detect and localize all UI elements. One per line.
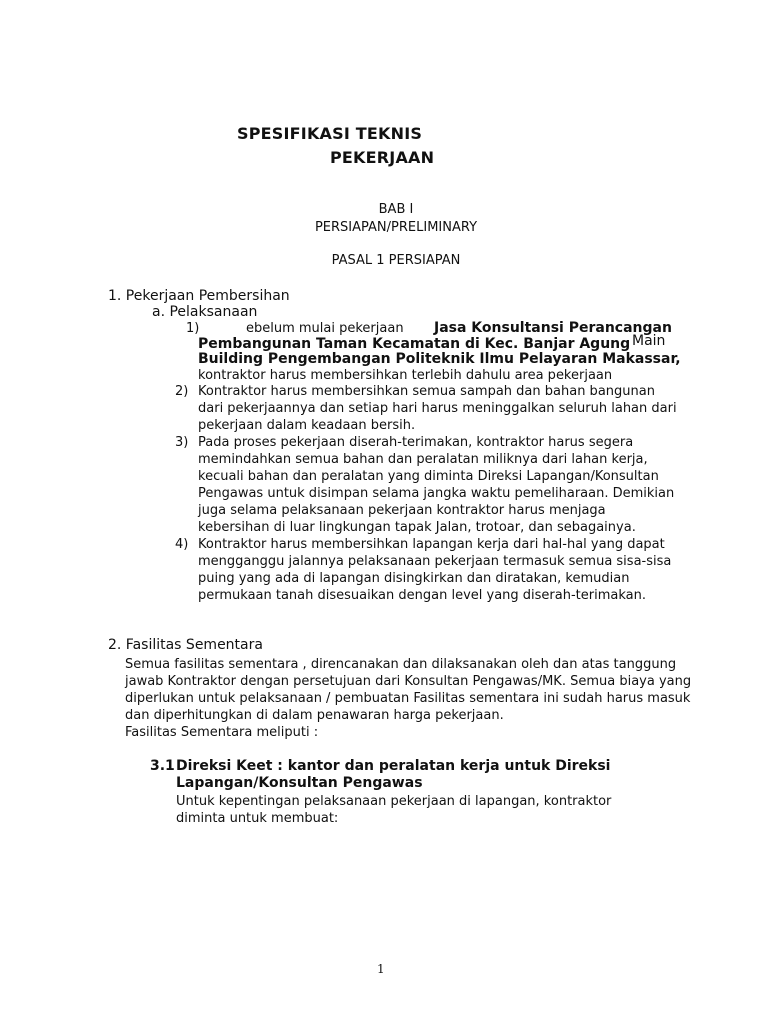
section-1a-heading: a. Pelaksanaan — [152, 304, 258, 320]
subsection-3-1-text: diminta untuk membuat: — [176, 811, 339, 826]
page-number: 1 — [377, 962, 385, 976]
item-1-bold-line-3: Building Pengembangan Politeknik Ilmu Pelayaran Makassar, — [198, 351, 681, 367]
pasal-label: PASAL 1 PERSIAPAN — [331, 253, 461, 268]
item-2-number: 2) — [175, 384, 189, 399]
subsection-3-1-heading: Direksi Keet : kantor dan peralatan kerja untuk Direksi — [176, 758, 611, 774]
item-4-number: 4) — [175, 537, 189, 552]
item-4-line: puing yang ada di lapangan disingkirkan dan diratakan, kemudian — [198, 571, 630, 586]
item-3-number: 3) — [175, 435, 189, 450]
item-1-number: 1) — [186, 321, 200, 336]
item-1-line-4: kontraktor harus membersihkan terlebih dahulu area pekerjaan — [198, 368, 613, 383]
bab-label: BAB I — [378, 202, 414, 217]
section-2-paragraph-line: Semua fasilitas sementara , direncanakan dan dilaksanakan oleh dan atas tanggung — [125, 657, 677, 672]
item-3-line: Pada proses pekerjaan diserah-terimakan, kontraktor harus segera — [198, 435, 634, 450]
item-4-line: mengganggu jalannya pelaksanaan pekerjaan termasuk semua sisa-sisa — [198, 554, 672, 569]
section-2-paragraph-line: Fasilitas Sementara meliputi : — [125, 725, 319, 740]
section-2-paragraph-line: dan diperhitungkan di dalam penawaran harga pekerjaan. — [125, 708, 504, 723]
item-2-line: dari pekerjaannya dan setiap hari harus meninggalkan seluruh lahan dari — [198, 401, 677, 416]
item-1-bold-project: Jasa Konsultansi Perancangan — [434, 320, 672, 336]
item-1-lead: ebelum mulai pekerjaan — [246, 321, 404, 336]
section-2-paragraph-line: jawab Kontraktor dengan persetujuan dari Konsultan Pengawas/MK. Semua biaya yang — [125, 674, 692, 689]
item-3-line: Pengawas untuk disimpan selama jangka waktu pemeliharaan. Demikian — [198, 486, 675, 501]
item-2-line: pekerjaan dalam keadaan bersih. — [198, 418, 416, 433]
subsection-3-1-text: Untuk kepentingan pelaksanaan pekerjaan di lapangan, kontraktor — [176, 794, 612, 809]
section-2-heading: 2. Fasilitas Sementara — [108, 637, 263, 653]
section-1-heading: 1. Pekerjaan Pembersihan — [108, 288, 290, 304]
item-3-line: juga selama pelaksanaan pekerjaan kontraktor harus menjaga — [198, 503, 606, 518]
section-2-paragraph-line: diperlukan untuk pelaksanaan / pembuatan Fasilitas sementara ini sudah harus masuk — [125, 691, 691, 706]
item-1-bold-line-2: Pembangunan Taman Kecamatan di Kec. Banjar Agung — [198, 336, 631, 352]
subsection-3-1-heading-cont: Lapangan/Konsultan Pengawas — [176, 775, 423, 791]
item-4-line: Kontraktor harus membersihkan lapangan kerja dari hal-hal yang dapat — [198, 537, 665, 552]
item-3-line: kebersihan di luar lingkungan tapak Jalan, trotoar, dan sebagainya. — [198, 520, 636, 535]
subsection-3-1-number: 3.1 — [150, 758, 175, 774]
item-3-line: kecuali bahan dan peralatan yang diminta Direksi Lapangan/Konsultan — [198, 469, 659, 484]
item-1-main-word: Main — [632, 333, 666, 349]
item-3-line: memindahkan semua bahan dan peralatan miliknya dari lahan kerja, — [198, 452, 648, 467]
title-line-2: PEKERJAAN — [330, 148, 435, 167]
item-4-line: permukaan tanah disesuaikan dengan level yang diserah-terimakan. — [198, 588, 646, 603]
item-2-line: Kontraktor harus membersihkan semua sampah dan bahan bangunan — [198, 384, 655, 399]
title-line-1: SPESIFIKASI TEKNIS — [237, 124, 423, 143]
bab-subtitle: PERSIAPAN/PRELIMINARY — [314, 220, 478, 235]
